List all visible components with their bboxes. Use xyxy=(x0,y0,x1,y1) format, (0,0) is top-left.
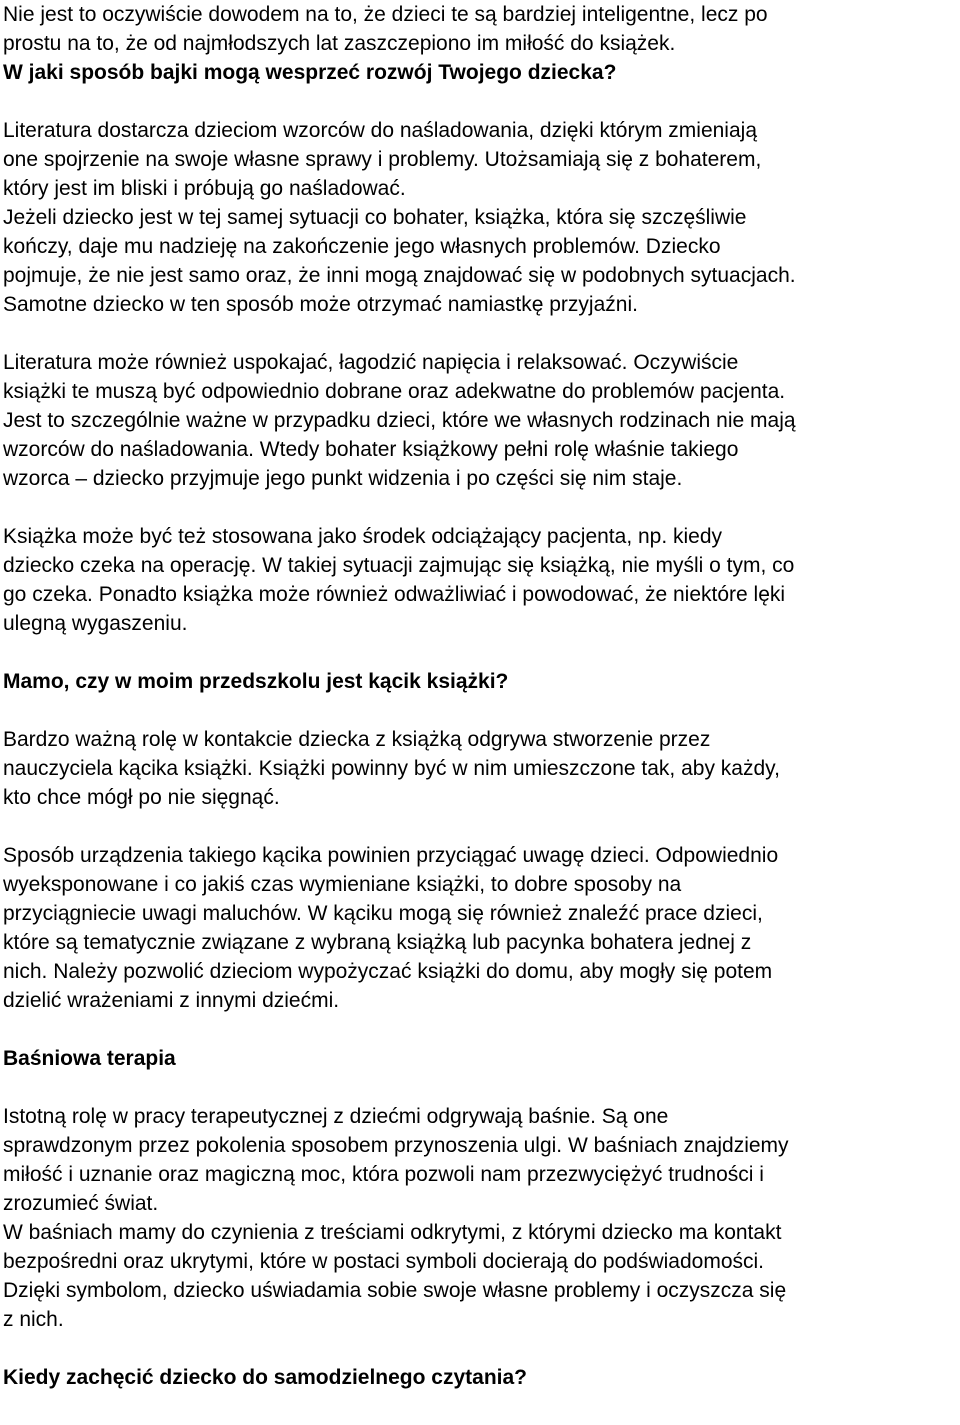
paragraph-gap xyxy=(3,319,936,348)
text-line: z nich. xyxy=(3,1308,64,1331)
text-line: dzielić wrażeniami z innymi dziećmi. xyxy=(3,989,340,1012)
text-line: pojmuje, że nie jest samo oraz, że inni mogą znajdować się w podobnych sytuacjach. xyxy=(3,264,796,287)
text-line: Książka może być też stosowana jako środek odciążający pacjenta, np. kiedy xyxy=(3,525,723,548)
paragraph-gap xyxy=(3,812,936,841)
text-line: który jest im bliski i próbują go naśladować. xyxy=(3,177,406,200)
text-line: Bardzo ważną rolę w kontakcie dziecka z książką odgrywa stworzenie przez xyxy=(3,728,711,751)
text-line: Samotne dziecko w ten sposób może otrzymać namiastkę przyjaźni. xyxy=(3,293,638,316)
paragraph-nauczyciel xyxy=(3,725,936,812)
text-line: wyeksponowane i co jakiś czas wymieniane książki, to dobre sposoby na xyxy=(3,873,682,896)
text-line: książki te muszą być odpowiednio dobrane oraz adekwatne do problemów pacjenta. xyxy=(3,380,786,403)
text-line: miłość i uznanie oraz magiczną moc, która pozwoli nam przezwyciężyć trudności i xyxy=(3,1163,764,1186)
text-line: Dzięki symbolom, dziecko uświadamia sobie swoje własne problemy i oczyszcza się xyxy=(3,1279,787,1302)
text-line: go czeka. Ponadto książka może również odważliwiać i powodować, że niektóre lęki xyxy=(3,583,786,606)
text-line: wzorca – dziecko przyjmuje jego punkt widzenia i po części się nim staje. xyxy=(3,467,683,490)
text-line: przyciągniecie uwagi maluchów. W kąciku mogą się również znaleźć prace dzieci, xyxy=(3,902,763,925)
text-line: które są tematycznie związane z wybraną książką lub pacynka bohatera jednej z xyxy=(3,931,752,954)
paragraph-srodek xyxy=(3,522,936,638)
heading-terapia: Baśniowa terapia xyxy=(3,1047,176,1070)
paragraph-gap xyxy=(3,1015,936,1044)
paragraph-urzadzenie xyxy=(3,841,936,1015)
text-line: prostu na to, że od najmłodszych lat zaszczepiono im miłość do książek. xyxy=(3,32,676,55)
paragraph-gap xyxy=(3,87,936,116)
heading-bajki: W jaki sposób bajki mogą wesprzeć rozwój Twojego dziecka? xyxy=(3,61,617,84)
text-line: ulegną wygaszeniu. xyxy=(3,612,188,635)
text-line: kończy, daje mu nadzieję na zakończenie jego własnych problemów. Dziecko xyxy=(3,235,721,258)
paragraph-gap xyxy=(3,1334,936,1363)
text-line: Istotną rolę w pracy terapeutycznej z dziećmi odgrywają baśnie. Są one xyxy=(3,1105,669,1128)
heading-zachecic: Kiedy zachęcić dziecko do samodzielnego czytania? xyxy=(3,1366,527,1389)
text-line: dziecko czeka na operację. W takiej sytuacji zajmując się książką, nie myśli o tym, co xyxy=(3,554,795,577)
paragraph-intro xyxy=(3,0,936,58)
paragraph-uspokajac xyxy=(3,348,936,493)
text-line: Literatura może również uspokajać, łagodzić napięcia i relaksować. Oczywiście xyxy=(3,351,739,374)
text-line: zrozumieć świat. xyxy=(3,1192,159,1215)
text-line: Sposób urządzenia takiego kącika powinien przyciągać uwagę dzieci. Odpowiednio xyxy=(3,844,779,867)
text-line: bezpośredni oraz ukrytymi, które w postaci symboli docierają do podświadomości. xyxy=(3,1250,765,1273)
text-line: W baśniach mamy do czynienia z treściami odkrytymi, z którymi dziecko ma kontakt xyxy=(3,1221,782,1244)
text-line: sprawdzonym przez pokolenia sposobem przynoszenia ulgi. W baśniach znajdziemy xyxy=(3,1134,789,1157)
text-line: Nie jest to oczywiście dowodem na to, że dzieci te są bardziej inteligentne, lecz po xyxy=(3,3,768,26)
paragraph-gap xyxy=(3,1073,936,1102)
paragraph-basnie xyxy=(3,1102,936,1334)
text-line: kto chce mógł po nie sięgnąć. xyxy=(3,786,280,809)
paragraph-gap xyxy=(3,493,936,522)
text-line: wzorców do naśladowania. Wtedy bohater książkowy pełni rolę właśnie takiego xyxy=(3,438,739,461)
paragraph-gap xyxy=(3,638,936,667)
text-line: Jeżeli dziecko jest w tej samej sytuacji co bohater, książka, która się szczęśliwie xyxy=(3,206,747,229)
text-line: Literatura dostarcza dzieciom wzorców do naśladowania, dzięki którym zmieniają xyxy=(3,119,758,142)
text-line: nich. Należy pozwolić dzieciom wypożyczać książki do domu, aby mogły się potem xyxy=(3,960,773,983)
text-line: one spojrzenie na swoje własne sprawy i problemy. Utożsamiają się z bohaterem, xyxy=(3,148,762,171)
text-line: nauczyciela kącika książki. Książki powinny być w nim umieszczone tak, aby każdy, xyxy=(3,757,780,780)
text-line: Jest to szczególnie ważne w przypadku dzieci, które we własnych rodzinach nie mają xyxy=(3,409,796,432)
heading-kacik: Mamo, czy w moim przedszkolu jest kącik książki? xyxy=(3,670,509,693)
paragraph-gap xyxy=(3,696,936,725)
paragraph-literatura xyxy=(3,116,936,319)
